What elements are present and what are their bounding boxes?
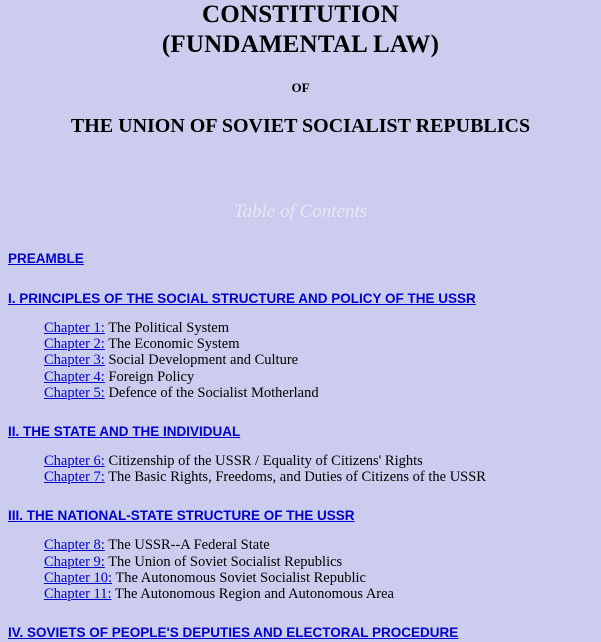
chapter-9-title: The Union of Soviet Socialist Republics [108,553,343,570]
link-part-2[interactable]: II. THE STATE AND THE INDIVIDUAL [8,424,241,440]
chapter-11-title: The Autonomous Region and Autonomous Area [114,586,394,603]
link-chapter-5[interactable]: Chapter 5: [44,384,105,401]
link-chapter-3[interactable]: Chapter 3: [44,352,105,369]
link-chapter-9[interactable]: Chapter 9: [44,553,105,570]
chapter-8-title: The USSR--A Federal State [108,537,270,554]
chapter-list-part-3 [44,537,593,602]
title-subtitle: THE UNION OF SOVIET SOCIALIST REPUBLICS [70,115,531,137]
chapter-row [44,369,593,385]
chapter-10-title: The Autonomous Soviet Socialist Republic [115,569,366,586]
link-chapter-6[interactable]: Chapter 6: [44,453,105,470]
chapter-2-title: The Economic System [108,336,240,353]
title-line-2: (FUNDAMENTAL LAW) [161,31,440,58]
link-chapter-8[interactable]: Chapter 8: [44,537,105,554]
chapter-1-title: The Political System [108,320,230,336]
chapter-row [44,554,593,570]
chapter-row [44,352,593,368]
table-of-contents-heading: Table of Contents [233,201,368,222]
link-chapter-2[interactable]: Chapter 2: [44,336,105,353]
chapter-row [44,537,593,553]
chapter-6-title: Citizenship of the USSR / Equality of Citizens' Rights [108,453,423,470]
link-chapter-1[interactable]: Chapter 1: [44,320,105,336]
toc-entry-preamble [8,250,593,268]
chapter-row [44,385,593,401]
link-chapter-7[interactable]: Chapter 7: [44,469,105,486]
link-part-1[interactable]: I. PRINCIPLES OF THE SOCIAL STRUCTURE AND POLICY OF THE USSR [8,291,476,306]
chapter-row [44,336,593,352]
table-of-contents [8,250,593,642]
link-part-4[interactable]: IV. SOVIETS OF PEOPLE'S DEPUTIES AND ELECTORAL PROCEDURE [8,625,459,641]
title-of: OF [291,80,310,95]
chapter-7-title: The Basic Rights, Freedoms, and Duties of Citizens of the USSR [108,469,486,486]
chapter-list-part-1 [44,320,593,401]
chapter-5-title: Defence of the Socialist Motherland [108,384,319,401]
chapter-3-title: Social Development and Culture [108,352,299,369]
toc-entry-part-4 [8,624,593,642]
link-preamble[interactable]: PREAMBLE [8,251,84,266]
chapter-row [44,469,593,485]
document-title-block [8,0,593,138]
chapter-row [44,320,593,336]
link-part-3[interactable]: III. THE NATIONAL-STATE STRUCTURE OF THE USSR [8,508,355,524]
toc-entry-part-1 [8,290,593,308]
chapter-row [44,453,593,469]
toc-entry-part-3 [8,507,593,525]
toc-entry-part-2 [8,423,593,441]
chapter-row [44,570,593,586]
link-chapter-4[interactable]: Chapter 4: [44,368,105,385]
link-chapter-11[interactable]: Chapter 11: [44,586,112,603]
link-chapter-10[interactable]: Chapter 10: [44,569,113,586]
chapter-list-part-2 [44,453,593,485]
chapter-4-title: Foreign Policy [108,368,195,385]
title-line-1: CONSTITUTION [202,1,399,28]
